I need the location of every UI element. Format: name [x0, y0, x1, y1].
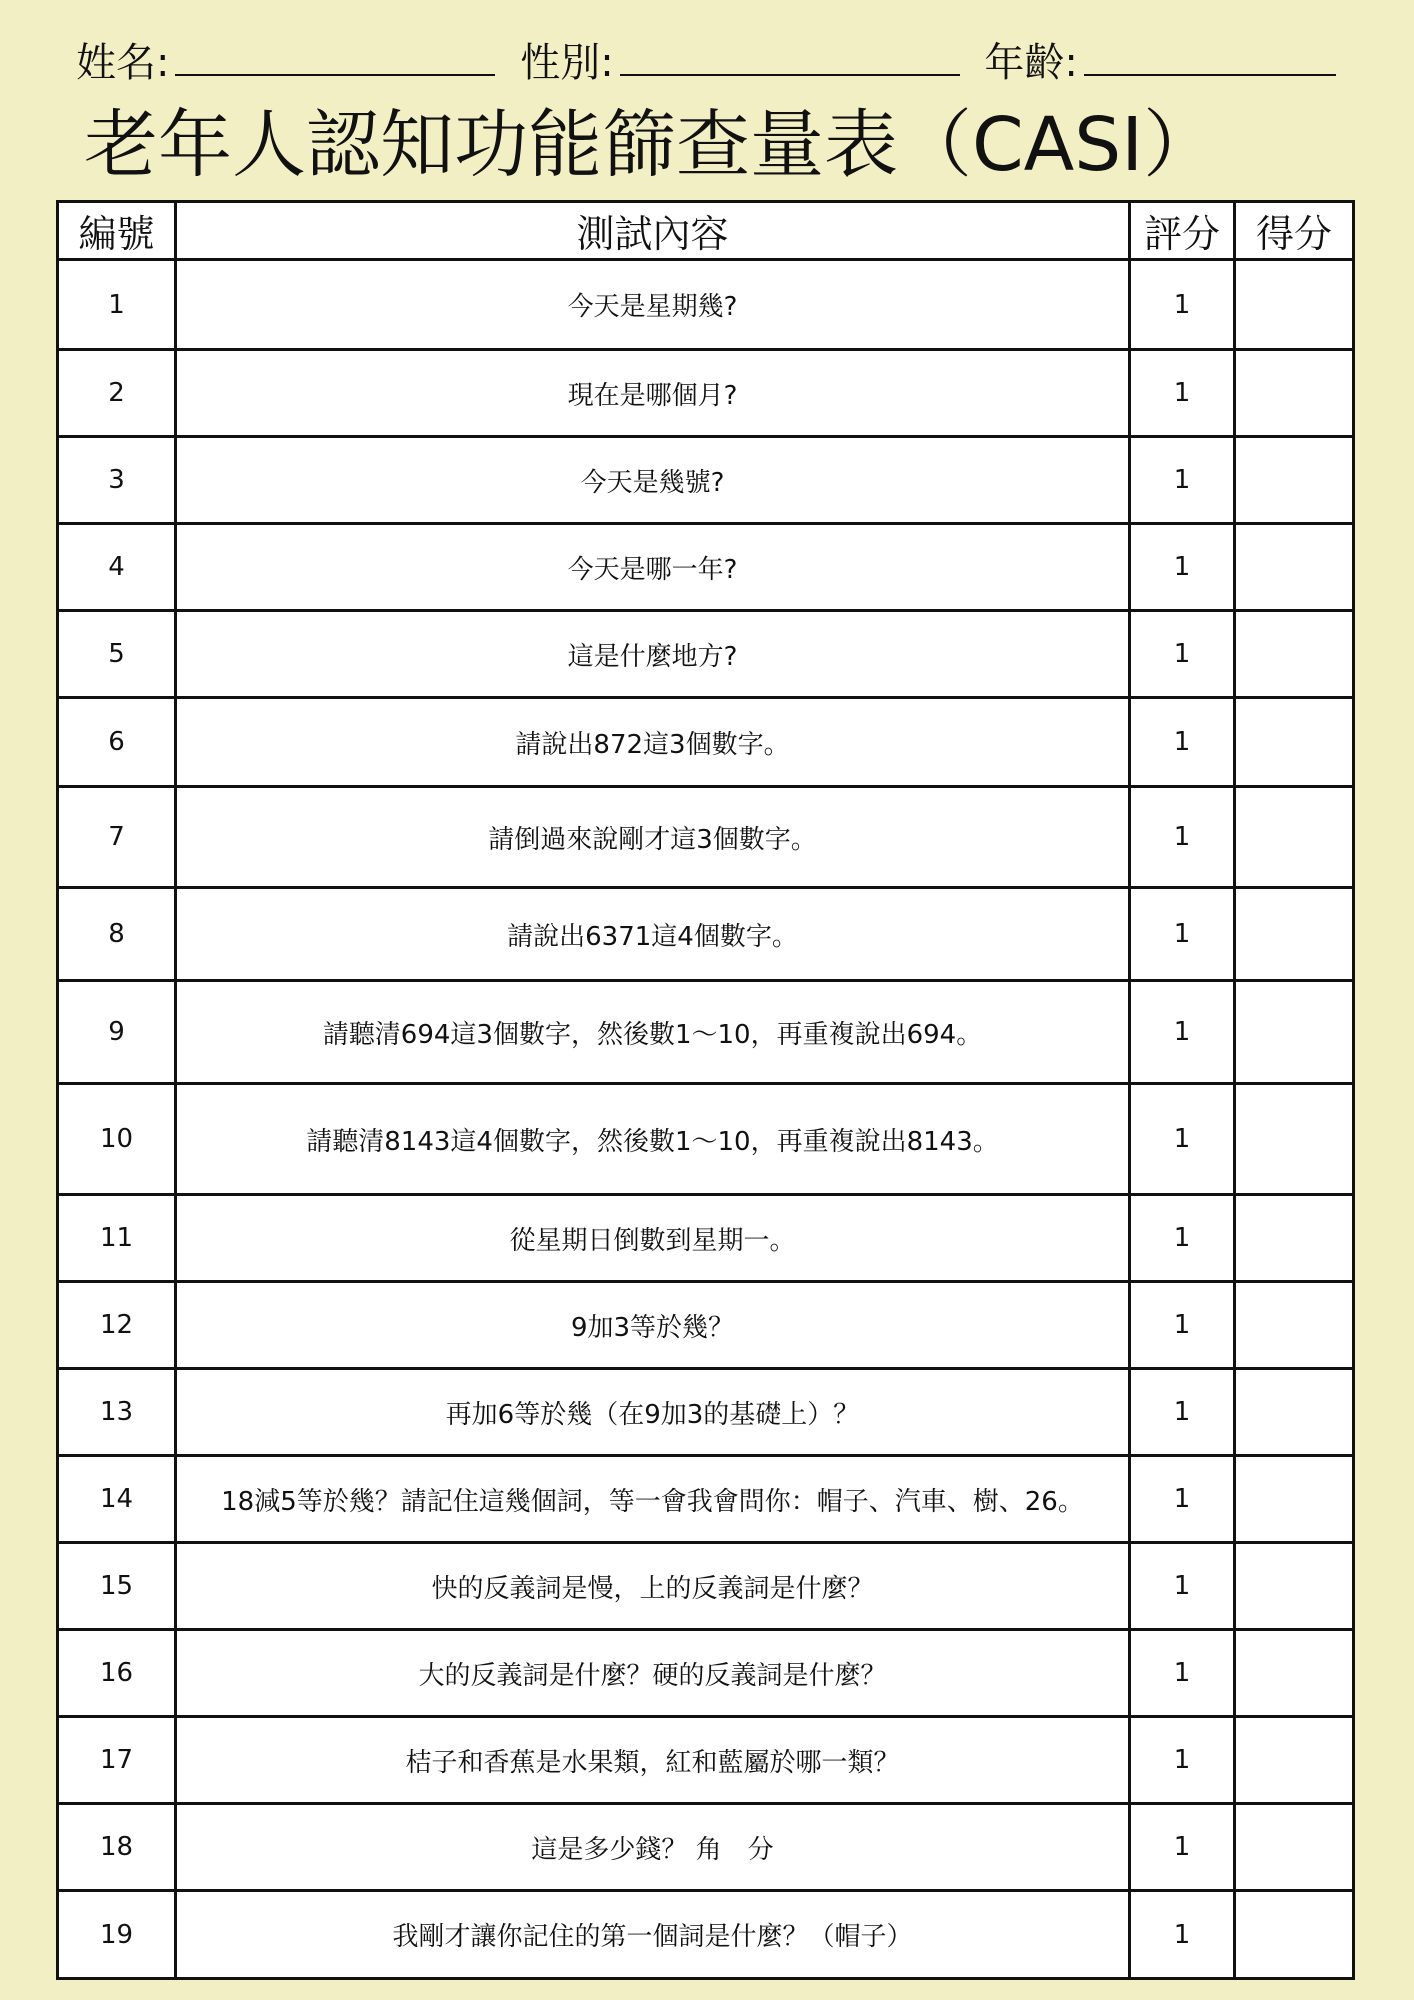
item-content: 18減5等於幾？請記住這幾個詞，等一會我會問你：帽子、汽車、樹、26。: [176, 1456, 1130, 1543]
item-content: 這是多少錢？ 角 分: [176, 1804, 1130, 1891]
item-content: 我剛才讓你記住的第一個詞是什麼？（帽子）: [176, 1891, 1130, 1979]
item-max-score: 1: [1130, 1891, 1235, 1979]
table-row: [58, 524, 1354, 611]
table-row: [58, 437, 1354, 524]
item-number: 16: [58, 1630, 176, 1717]
item-score-cell[interactable]: [1235, 888, 1354, 981]
table-row: [58, 1543, 1354, 1630]
item-max-score: 1: [1130, 787, 1235, 888]
item-score-cell[interactable]: [1235, 1456, 1354, 1543]
item-max-score: 1: [1130, 524, 1235, 611]
table-row: [58, 1195, 1354, 1282]
item-max-score: 1: [1130, 1084, 1235, 1195]
item-score-cell[interactable]: [1235, 1369, 1354, 1456]
item-score-cell[interactable]: [1235, 1891, 1354, 1979]
item-score-cell[interactable]: [1235, 1195, 1354, 1282]
item-content: 今天是星期幾?: [176, 260, 1130, 350]
item-content: 這是什麼地方?: [176, 611, 1130, 698]
item-content: 從星期日倒數到星期一。: [176, 1195, 1130, 1282]
item-number: 13: [58, 1369, 176, 1456]
item-content: 今天是幾號?: [176, 437, 1130, 524]
item-number: 14: [58, 1456, 176, 1543]
item-number: 4: [58, 524, 176, 611]
table-row: [58, 1804, 1354, 1891]
table-row: [58, 611, 1354, 698]
item-number: 2: [58, 350, 176, 437]
casi-table: [56, 200, 1355, 1980]
column-header-max-score: 評分: [1130, 202, 1235, 260]
item-number: 5: [58, 611, 176, 698]
item-max-score: 1: [1130, 1369, 1235, 1456]
item-score-cell[interactable]: [1235, 1282, 1354, 1369]
column-header-score: 得分: [1235, 202, 1354, 260]
patient-info-line: [76, 30, 1356, 90]
item-max-score: 1: [1130, 260, 1235, 350]
item-number: 19: [58, 1891, 176, 1979]
page-title: 老年人認知功能篩查量表（CASI）: [84, 102, 1218, 188]
item-content: 桔子和香蕉是水果類，紅和藍屬於哪一類？: [176, 1717, 1130, 1804]
item-content: 請倒過來說剛才這3個數字。: [176, 787, 1130, 888]
table-header-row: [58, 202, 1354, 260]
name-label: 姓名:: [76, 40, 170, 86]
age-label: 年齡:: [984, 40, 1078, 86]
item-number: 7: [58, 787, 176, 888]
table-row: [58, 1630, 1354, 1717]
item-number: 3: [58, 437, 176, 524]
item-number: 18: [58, 1804, 176, 1891]
item-max-score: 1: [1130, 981, 1235, 1084]
table-row: [58, 350, 1354, 437]
name-field: [76, 30, 507, 93]
table-row: [58, 698, 1354, 787]
item-score-cell[interactable]: [1235, 260, 1354, 350]
item-score-cell[interactable]: [1235, 611, 1354, 698]
item-number: 6: [58, 698, 176, 787]
table-row: [58, 1084, 1354, 1195]
table-body: [58, 260, 1354, 1979]
table-row: [58, 981, 1354, 1084]
item-max-score: 1: [1130, 437, 1235, 524]
item-content: 大的反義詞是什麼？硬的反義詞是什麼？: [176, 1630, 1130, 1717]
item-content: 再加6等於幾（在9加3的基礎上）？: [176, 1369, 1130, 1456]
item-content: 9加3等於幾？: [176, 1282, 1130, 1369]
item-content: 請說出872這3個數字。: [176, 698, 1130, 787]
item-number: 15: [58, 1543, 176, 1630]
item-score-cell[interactable]: [1235, 1717, 1354, 1804]
item-score-cell[interactable]: [1235, 787, 1354, 888]
item-number: 12: [58, 1282, 176, 1369]
age-blank[interactable]: [1084, 30, 1336, 76]
column-header-number: 編號: [58, 202, 176, 260]
item-max-score: 1: [1130, 888, 1235, 981]
column-header-content: 測試內容: [176, 202, 1130, 260]
item-number: 8: [58, 888, 176, 981]
age-field: [984, 30, 1347, 93]
gender-field: [520, 30, 971, 93]
item-max-score: 1: [1130, 698, 1235, 787]
item-number: 9: [58, 981, 176, 1084]
gender-blank[interactable]: [620, 30, 960, 76]
gender-label: 性別:: [520, 40, 614, 86]
item-number: 17: [58, 1717, 176, 1804]
table-row: [58, 1891, 1354, 1979]
table-row: [58, 1369, 1354, 1456]
item-number: 1: [58, 260, 176, 350]
item-score-cell[interactable]: [1235, 981, 1354, 1084]
item-content: 請說出6371這4個數字。: [176, 888, 1130, 981]
item-content: 現在是哪個月?: [176, 350, 1130, 437]
item-max-score: 1: [1130, 1195, 1235, 1282]
item-score-cell[interactable]: [1235, 698, 1354, 787]
item-max-score: 1: [1130, 1804, 1235, 1891]
item-score-cell[interactable]: [1235, 1543, 1354, 1630]
item-max-score: 1: [1130, 1717, 1235, 1804]
item-max-score: 1: [1130, 1630, 1235, 1717]
item-max-score: 1: [1130, 1543, 1235, 1630]
item-max-score: 1: [1130, 1282, 1235, 1369]
item-max-score: 1: [1130, 1456, 1235, 1543]
name-blank[interactable]: [175, 30, 495, 76]
item-max-score: 1: [1130, 350, 1235, 437]
item-content: 今天是哪一年?: [176, 524, 1130, 611]
item-content: 請聽清8143這4個數字，然後數1～10，再重複說出8143。: [176, 1084, 1130, 1195]
item-score-cell[interactable]: [1235, 1804, 1354, 1891]
item-score-cell[interactable]: [1235, 437, 1354, 524]
table-row: [58, 1282, 1354, 1369]
item-number: 11: [58, 1195, 176, 1282]
item-score-cell[interactable]: [1235, 1630, 1354, 1717]
item-number: 10: [58, 1084, 176, 1195]
item-score-cell[interactable]: [1235, 1084, 1354, 1195]
table-row: [58, 1456, 1354, 1543]
item-content: 請聽清694這3個數字，然後數1～10，再重複說出694。: [176, 981, 1130, 1084]
item-max-score: 1: [1130, 611, 1235, 698]
table-row: [58, 1717, 1354, 1804]
table-row: [58, 787, 1354, 888]
item-content: 快的反義詞是慢，上的反義詞是什麼？: [176, 1543, 1130, 1630]
item-score-cell[interactable]: [1235, 350, 1354, 437]
item-score-cell[interactable]: [1235, 524, 1354, 611]
table-row: [58, 888, 1354, 981]
table-row: [58, 260, 1354, 350]
